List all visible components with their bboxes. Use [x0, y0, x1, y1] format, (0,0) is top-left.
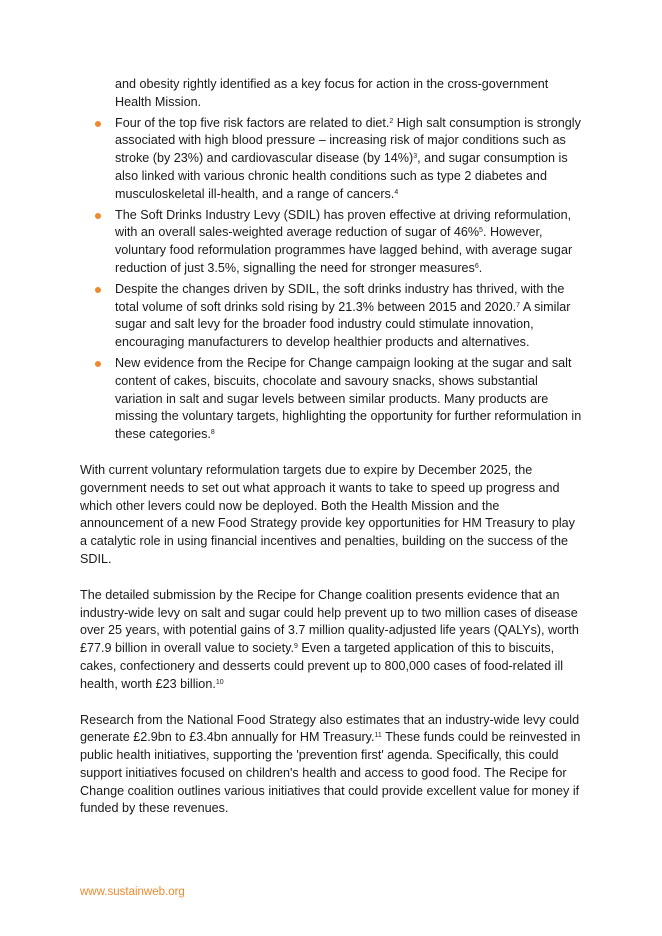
footnote-ref[interactable]: 11	[374, 732, 382, 740]
footnote-ref[interactable]: 2	[389, 117, 394, 125]
bullet-dot-icon	[95, 121, 101, 127]
list-item: The Soft Drinks Industry Levy (SDIL) has proven effective at driving reformulation, with an overall sales-weighted average reduction of sugar of 46%$^5$. However, voluntary food reformulation programmes have lagged behind, with average sugar reduction of just 3.5%, signalling the need for stronger measures$^6$.	[80, 207, 584, 278]
document-body	[80, 76, 584, 818]
footnote-ref[interactable]: 6	[474, 262, 479, 270]
footnote-ref[interactable]: 8	[210, 429, 215, 437]
footnote-ref[interactable]: 5	[479, 227, 483, 235]
list-item: New evidence from the Recipe for Change campaign looking at the sugar and salt content of cakes, biscuits, chocolate and savoury snacks, shows substantial variation in salt and sugar levels between similar products. Many products are missing the voluntary targets, highlighting the opportunity for further reformulation in these categories.$^8$	[80, 355, 584, 444]
bullet-dot-icon	[95, 361, 101, 367]
footnote-ref[interactable]: 4	[394, 188, 399, 196]
footnote-ref[interactable]: 9	[293, 643, 298, 651]
list-item: Four of the top five risk factors are related to diet.$^2$ High salt consumption is strongly associated with high blood pressure – increasing risk of major conditions such as stroke (by 23%) and cardiovascular disease (by 14%)$^3$, and sugar consumption is also linked with various chronic health conditions such as type 2 diabetes and musculoskeletal ill-health, and a range of cancers.$^4$	[80, 115, 584, 204]
footnote-ref[interactable]: 3	[413, 153, 418, 161]
bullet-dot-icon	[95, 213, 101, 219]
footnote-ref[interactable]: 7	[516, 301, 521, 309]
footer-url-link[interactable]: www.sustainweb.org	[80, 886, 185, 898]
footnote-ref[interactable]: 10	[215, 678, 224, 686]
paragraph-reformulation-targets: With current voluntary reformulation targets due to expire by December 2025, the government needs to set out what approach it wants to take to speed up progress and which other levers could now be deployed. Both the Health Mission and the announcement of a new Food Strategy provide key opportunities for HM Treasury to play a catalytic role in using financial incentives and penalties, building on the success of the SDIL.	[80, 462, 575, 566]
list-item-continuation: and obesity rightly identified as a key focus for action in the cross-government Health Mission.	[115, 77, 549, 109]
paragraph-national-food-strategy: Research from the National Food Strategy also estimates that an industry-wide levy could generate £2.9bn to £3.4bn annually for HM Treasury.$^{11}$ These funds could be reinvested in public health initiatives, supporting the 'prevention first' agenda. Specifically, this could support initiatives focused on children's health and access to good food. The Recipe for Change coalition outlines various initiatives that could provide excellent value for money if funded by these revenues.	[80, 712, 581, 816]
bullet-dot-icon	[95, 287, 101, 293]
paragraph-recipe-for-change: The detailed submission by the Recipe for Change coalition presents evidence that an industry-wide levy on salt and sugar could help prevent up to two million cases of disease over 25 years, with potential gains of 3.7 million quality-adjusted life years (QALYs), worth £77.9 billion in overall value to society.$^9$ Even a targeted application of this to biscuits, cakes, confectionery and desserts could prevent up to 800,000 cases of food-related ill health, worth £23 billion.$^{10}$	[80, 587, 579, 691]
bullet-list	[80, 76, 584, 444]
list-item: Despite the changes driven by SDIL, the soft drinks industry has thrived, with the total volume of soft drinks sold rising by 21.3% between 2015 and 2020.$^7$ A similar sugar and salt levy for the broader food industry could stimulate innovation, encouraging manufacturers to develop healthier products and alternatives.	[80, 281, 584, 352]
